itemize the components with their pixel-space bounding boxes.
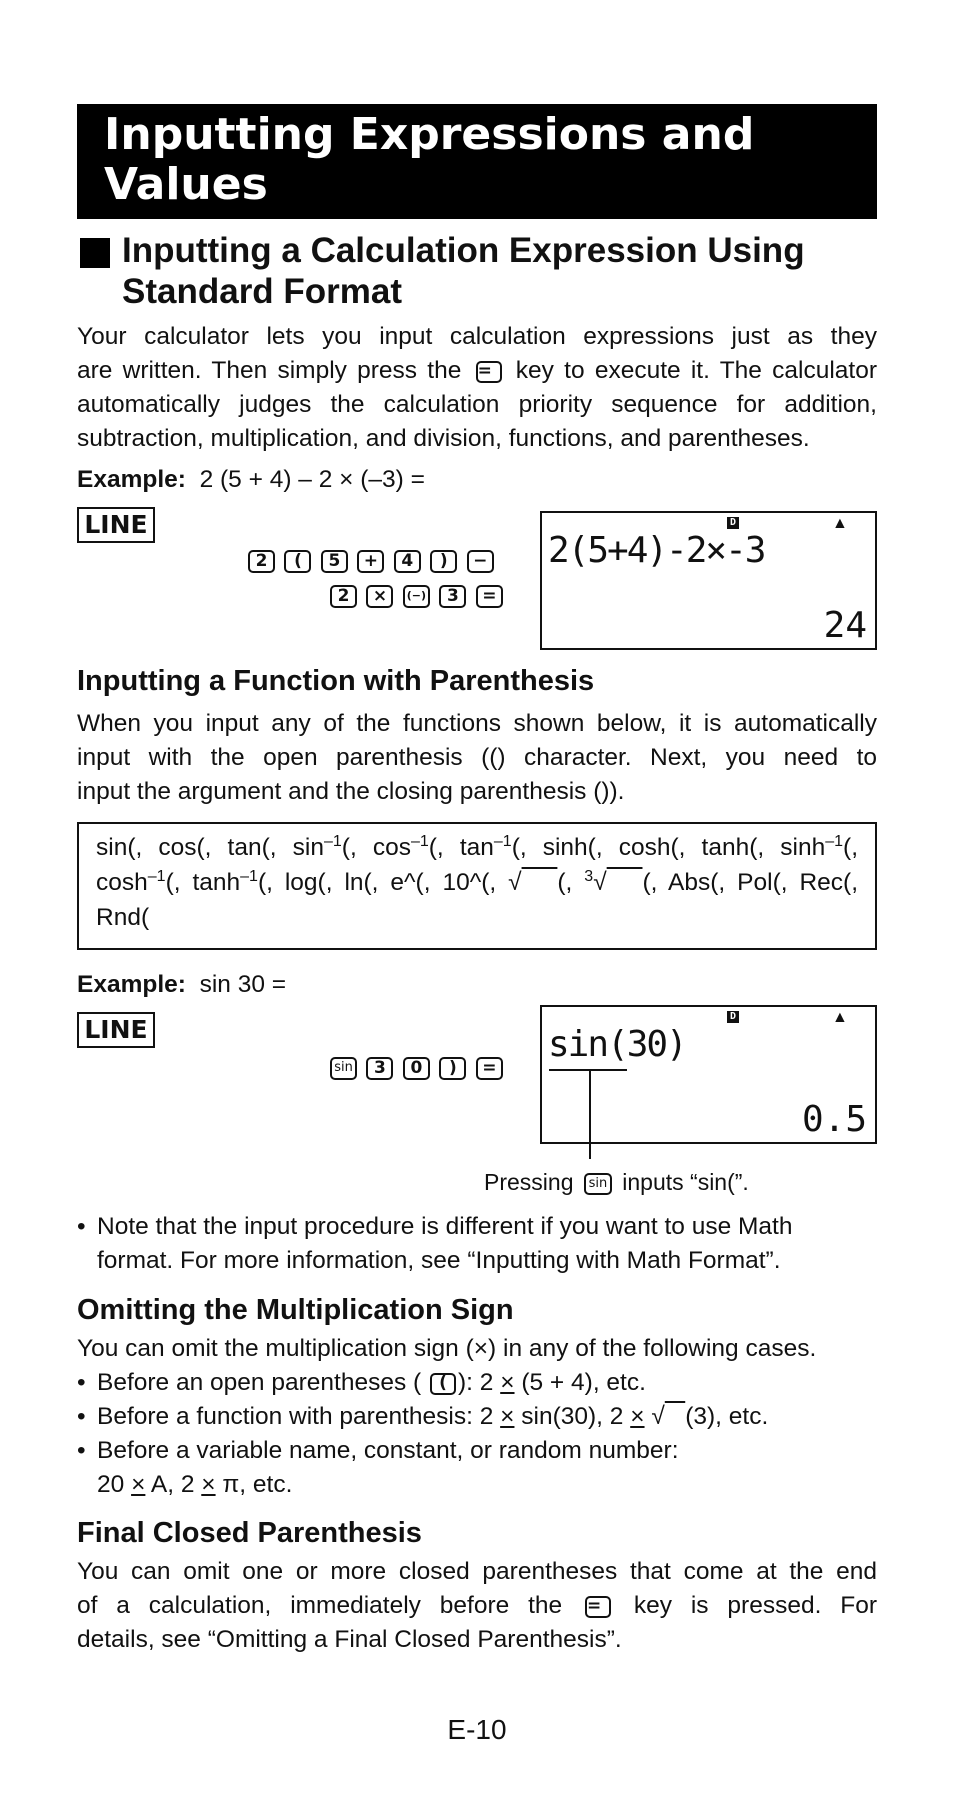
bullet-icon: • — [77, 1403, 86, 1430]
superscript: –1 — [493, 833, 512, 850]
omit-intro: You can omit the multiplication sign (×) in any of the following cases. — [77, 1335, 817, 1362]
intro-line: Your calculator lets you input calculation expressions just as they — [77, 323, 877, 350]
bullet-text: sin(30), 2 — [521, 1403, 624, 1430]
degree-indicator-icon: D — [727, 1011, 739, 1023]
key-equals-icon: = — [476, 1057, 503, 1080]
cube-root-icon: √ — [593, 869, 607, 896]
final-text: of a calculation, immediately before the — [77, 1592, 563, 1619]
degree-indicator-icon: D — [727, 517, 739, 529]
func-item: (, log(, ln(, e^(, 10^(, √ — [257, 869, 522, 896]
func-intro-line: input with the open parenthesis (() character. Next, you need to — [77, 744, 877, 771]
example-label: Example: — [77, 466, 186, 493]
equals-key-icon: = — [585, 1596, 611, 1618]
omit-bullet-1 — [77, 1366, 877, 1400]
lcd-expression: 2(5+4)-2×-3 — [548, 530, 765, 571]
key-sequence-row1 — [248, 550, 499, 576]
func-intro-line: When you input any of the functions shown below, it is automatically — [77, 710, 877, 737]
key-3-icon: 3 — [366, 1057, 393, 1080]
example2-line — [77, 970, 286, 1000]
bullet-icon: • — [77, 1369, 86, 1396]
callout-leader-line — [589, 1069, 591, 1159]
intro-text: are written. Then simply press the — [77, 357, 462, 384]
func-item: (, cos — [341, 834, 411, 861]
lcd-display-1 — [540, 511, 877, 650]
key-plus-icon: + — [357, 550, 384, 573]
final-text: key is pressed. For — [633, 1592, 877, 1619]
function-list-box — [77, 822, 877, 950]
bullet-text: 20 — [97, 1471, 125, 1498]
up-arrow-icon: ▲ — [832, 515, 848, 532]
sin-underline — [549, 1069, 627, 1071]
example1-line — [77, 465, 425, 495]
intro-line — [77, 354, 877, 388]
omit-bullet-text — [97, 1400, 897, 1434]
omitted-multiply-sign: × — [131, 1471, 146, 1498]
page-title-line2: Values — [104, 159, 268, 210]
key-negative-icon: (−) — [403, 585, 430, 608]
key-sequence-sin — [330, 1057, 508, 1083]
key-minus-icon: − — [467, 550, 494, 573]
bullet-text: π, etc. — [222, 1471, 293, 1498]
page-number: E-10 — [447, 1714, 507, 1745]
key-sin-icon: sin — [330, 1057, 357, 1080]
note-bullet — [77, 1210, 877, 1278]
intro-line: subtraction, multiplication, and division, functions, and parentheses. — [77, 425, 810, 452]
key-sequence-row2 — [330, 585, 508, 611]
note-line: format. For more information, see “Inputting with Math Format”. — [97, 1247, 781, 1274]
omit-bullet-text: Before a variable name, constant, or random number: — [97, 1437, 679, 1464]
example-expression: 2 (5 + 4) – 2 × (–3) = — [199, 466, 425, 493]
superscript: –1 — [240, 868, 258, 885]
lcd-result: 0.5 — [801, 1099, 867, 1140]
caption-text: Pressing — [484, 1169, 574, 1195]
bullet-text: (5 + 4), etc. — [521, 1369, 646, 1396]
caption-text: inputs “sin(”. — [622, 1169, 749, 1195]
omit-bullet-text — [97, 1366, 877, 1400]
example-label: Example: — [77, 971, 186, 998]
example-expression: sin 30 = — [199, 971, 287, 998]
bullet-text: ): 2 — [457, 1369, 494, 1396]
key-0-icon: 0 — [403, 1057, 430, 1080]
func-item: (, tanh — [165, 869, 241, 896]
section-square-icon — [80, 238, 110, 268]
omit-bullet-text — [97, 1468, 877, 1502]
func-item: (, sinh(, cosh(, tanh(, sinh — [511, 834, 826, 861]
lcd-result: 24 — [823, 605, 867, 646]
intro-paragraph — [77, 320, 877, 456]
superscript: –1 — [147, 868, 166, 885]
key-3-icon: 3 — [439, 585, 466, 608]
func-item: (, — [557, 869, 585, 896]
square-root-icon: √ — [651, 1403, 665, 1430]
superscript: –1 — [323, 833, 342, 850]
section-title — [122, 230, 882, 312]
page-title — [104, 110, 864, 210]
key-close-paren-icon: ) — [430, 550, 457, 573]
intro-line: automatically judges the calculation priority sequence for addition, — [77, 391, 877, 418]
function-list-line — [96, 865, 858, 900]
up-arrow-icon: ▲ — [832, 1009, 848, 1026]
func-item: sin(, cos(, tan(, sin — [96, 834, 324, 861]
line-mode-badge: LINE — [77, 1012, 155, 1048]
radical-bar — [665, 1403, 685, 1430]
equals-key-icon: = — [476, 361, 502, 383]
final-line — [77, 1589, 877, 1623]
key-equals-icon: = — [476, 585, 503, 608]
func-item: cosh — [96, 869, 148, 896]
sin-caption — [484, 1167, 749, 1197]
omitted-multiply-sign: × — [500, 1403, 515, 1430]
function-list-line — [96, 830, 858, 865]
bullet-text: Before a function with parenthesis: 2 — [97, 1403, 494, 1430]
bullet-text: A, 2 — [150, 1471, 195, 1498]
func-item: (, — [843, 834, 858, 861]
page-title-line1: Inputting Expressions and — [104, 109, 755, 160]
omit-heading: Omitting the Multiplication Sign — [77, 1294, 514, 1326]
cube-root-index: 3 — [584, 868, 594, 885]
radical-bar — [607, 869, 643, 896]
func-item: (, tan — [428, 834, 494, 861]
omitted-multiply-sign: × — [630, 1403, 645, 1430]
bullet-text: (3), etc. — [685, 1403, 769, 1430]
key-open-paren-icon: ( — [284, 550, 311, 573]
omitted-multiply-sign: × — [500, 1369, 515, 1396]
note-line: Note that the input procedure is different if you want to use Math — [97, 1213, 793, 1240]
func-intro-line: input the argument and the closing parenthesis ()). — [77, 778, 625, 805]
key-open-paren-icon: ( — [430, 1373, 456, 1395]
omit-bullet-3 — [77, 1434, 877, 1502]
line-mode-badge: LINE — [77, 507, 155, 543]
bullet-icon: • — [77, 1437, 86, 1464]
key-2-icon: 2 — [330, 585, 357, 608]
final-line: You can omit one or more closed parentheses that come at the end — [77, 1558, 877, 1585]
key-close-paren-icon: ) — [439, 1057, 466, 1080]
final-line: details, see “Omitting a Final Closed Parenthesis”. — [77, 1626, 622, 1653]
key-4-icon: 4 — [394, 550, 421, 573]
function-list-line: Rnd( — [96, 904, 150, 931]
lcd-expression: sin(30) — [548, 1024, 686, 1065]
intro-text: key to execute it. The calculator — [515, 357, 878, 384]
key-sin-icon: sin — [584, 1173, 612, 1195]
omitted-multiply-sign: × — [201, 1471, 216, 1498]
function-list-text — [96, 830, 858, 935]
final-heading: Final Closed Parenthesis — [77, 1517, 422, 1549]
section-title-line1: Inputting a Calculation Expression Using — [122, 231, 805, 270]
superscript: –1 — [410, 833, 429, 850]
section-title-line2: Standard Format — [122, 272, 403, 311]
func-heading: Inputting a Function with Parenthesis — [77, 665, 595, 697]
omit-bullet-2 — [77, 1400, 897, 1434]
func-item: (, Abs(, Pol(, Rec(, — [642, 869, 859, 896]
key-2-icon: 2 — [248, 550, 275, 573]
bullet-icon: • — [77, 1213, 86, 1240]
key-multiply-icon: × — [366, 585, 393, 608]
radical-bar — [522, 869, 558, 896]
superscript: –1 — [825, 833, 844, 850]
bullet-text: Before an open parentheses ( — [97, 1369, 422, 1396]
key-5-icon: 5 — [321, 550, 348, 573]
func-intro-paragraph — [77, 707, 877, 809]
final-paragraph — [77, 1555, 877, 1657]
